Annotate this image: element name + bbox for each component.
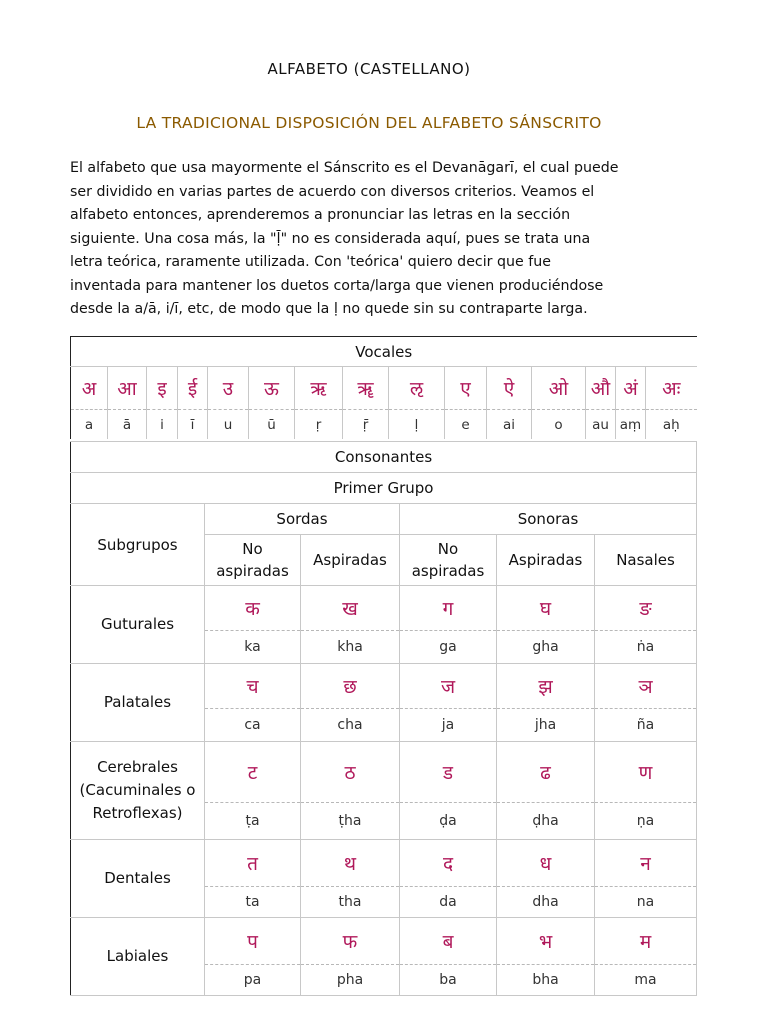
vowel-translit: i [147,410,178,440]
consonant-translit: ba [400,965,497,996]
consonant-translit: kha [301,631,400,664]
vowel-translit: o [532,410,586,440]
consonant-devanagari: ण [595,742,697,803]
vowel-devanagari: अं [616,367,646,410]
vowel-translit: ṝ [343,410,389,440]
consonant-row [71,840,697,887]
consonant-devanagari: प [205,918,301,965]
intro-line: siguiente. Una cosa más, la "ḹ" no es considerada aquí, pues se trata una [70,230,591,247]
consonant-devanagari: भ [497,918,595,965]
consonant-translit: tha [301,887,400,918]
consonant-translit: dha [497,887,595,918]
sonoras-header: Sonoras [400,504,697,535]
vowel-devanagari: औ [586,367,616,410]
vowel-devanagari: ए [445,367,487,410]
consonant-translit: ta [205,887,301,918]
subgroups-header: Subgrupos [71,504,205,586]
consonant-translit: ma [595,965,697,996]
consonant-devanagari: ङ [595,586,697,631]
vowel-translit: ī [178,410,208,440]
aspiradas-header: Aspiradas [497,535,595,586]
consonants-table [70,441,697,996]
consonant-devanagari: त [205,840,301,887]
consonant-translit: ja [400,709,497,742]
vowel-translit: aḥ [646,410,697,440]
intro-line: inventada para mantener los duetos corta/larga que vienen produciéndose [70,277,604,294]
section-title: LA TRADICIONAL DISPOSICIÓN DEL ALFABETO SÁNSCRITO [136,114,602,132]
consonant-devanagari: म [595,918,697,965]
consonant-devanagari: घ [497,586,595,631]
intro-line: alfabeto entonces, aprenderemos a pronunciar las letras en la sección [70,207,571,223]
consonant-translit: da [400,887,497,918]
consonant-translit: cha [301,709,400,742]
aspiradas-header: Aspiradas [301,535,400,586]
consonant-translit: jha [497,709,595,742]
subgroup-label: Dentales [71,840,205,918]
subgroup-label: Labiales [71,918,205,996]
vowel-translit: ā [108,410,147,440]
vowel-devanagari: ऐ [487,367,532,410]
consonant-devanagari: ञ [595,664,697,709]
vowel-translit: ḷ [389,410,445,440]
consonant-translit: ḍa [400,803,497,840]
vowel-translit: a [71,410,108,440]
vowel-translit: au [586,410,616,440]
subgroup-label: Cerebrales (Cacuminales o Retroflexas) [71,742,205,840]
consonants-header: Consonantes [71,442,697,473]
vowel-translit: ṛ [295,410,343,440]
vowels-header: Vocales [71,337,697,367]
consonants-body [71,586,697,996]
consonant-translit: pa [205,965,301,996]
vowel-devanagari: अः [646,367,697,410]
consonant-translit: ka [205,631,301,664]
no-aspiradas-header: No aspiradas [205,535,301,586]
consonant-devanagari: फ [301,918,400,965]
vowel-devanagari: उ [208,367,249,410]
intro-line: desde la a/ā, i/ī, etc, de modo que la ḷ no quede sin su contraparte larga. [70,301,588,317]
vowels-translit-row [71,410,697,440]
intro-line: El alfabeto que usa mayormente el Sánscrito es el Devanāgarī, el cual puede [70,160,619,176]
consonant-row [71,742,697,803]
consonant-row [71,586,697,631]
consonant-translit: ṭa [205,803,301,840]
consonant-devanagari: द [400,840,497,887]
vowel-translit: ai [487,410,532,440]
vowels-devanagari-row [71,367,697,410]
subgroup-label: Guturales [71,586,205,664]
vowel-translit: aṃ [616,410,646,440]
vowel-devanagari: ओ [532,367,586,410]
nasales-header: Nasales [595,535,697,586]
consonant-translit: ḍha [497,803,595,840]
consonant-translit: ca [205,709,301,742]
vowel-devanagari: ऋ [295,367,343,410]
consonant-devanagari: क [205,586,301,631]
vowel-devanagari: ऊ [249,367,295,410]
consonant-translit: ṅa [595,631,697,664]
vowel-translit: ū [249,410,295,440]
consonant-devanagari: ज [400,664,497,709]
consonant-translit: ña [595,709,697,742]
consonant-devanagari: ढ [497,742,595,803]
vowels-table [70,336,697,439]
vowel-devanagari: इ [147,367,178,410]
intro-line: ser dividido en varias partes de acuerdo con diversos criterios. Veamos el [70,183,595,200]
consonant-translit: pha [301,965,400,996]
consonant-devanagari: न [595,840,697,887]
consonant-row [71,918,697,965]
vowel-devanagari: ई [178,367,208,410]
consonant-translit: bha [497,965,595,996]
vowel-translit: e [445,410,487,440]
sordas-header: Sordas [205,504,400,535]
vowel-devanagari: ॠ [343,367,389,410]
consonant-devanagari: ब [400,918,497,965]
consonant-devanagari: च [205,664,301,709]
vowel-translit: u [208,410,249,440]
consonant-devanagari: ध [497,840,595,887]
consonant-translit: na [595,887,697,918]
consonant-devanagari: छ [301,664,400,709]
consonant-devanagari: ग [400,586,497,631]
intro-line: letra teórica, raramente utilizada. Con 'teórica' quiero decir que fue [70,254,551,270]
consonant-devanagari: ख [301,586,400,631]
vowel-devanagari: ऌ [389,367,445,410]
intro-paragraph [70,157,660,322]
vowel-devanagari: आ [108,367,147,410]
group-header: Primer Grupo [71,473,697,504]
consonant-devanagari: झ [497,664,595,709]
page-title: ALFABETO (CASTELLANO) [267,60,471,78]
consonant-translit: gha [497,631,595,664]
consonant-devanagari: ड [400,742,497,803]
consonant-devanagari: थ [301,840,400,887]
subgroup-label: Palatales [71,664,205,742]
no-aspiradas-header: No aspiradas [400,535,497,586]
consonant-row [71,664,697,709]
vowel-devanagari: अ [71,367,108,410]
consonant-translit: ṇa [595,803,697,840]
consonant-devanagari: ठ [301,742,400,803]
consonant-translit: ṭha [301,803,400,840]
consonant-translit: ga [400,631,497,664]
consonant-devanagari: ट [205,742,301,803]
